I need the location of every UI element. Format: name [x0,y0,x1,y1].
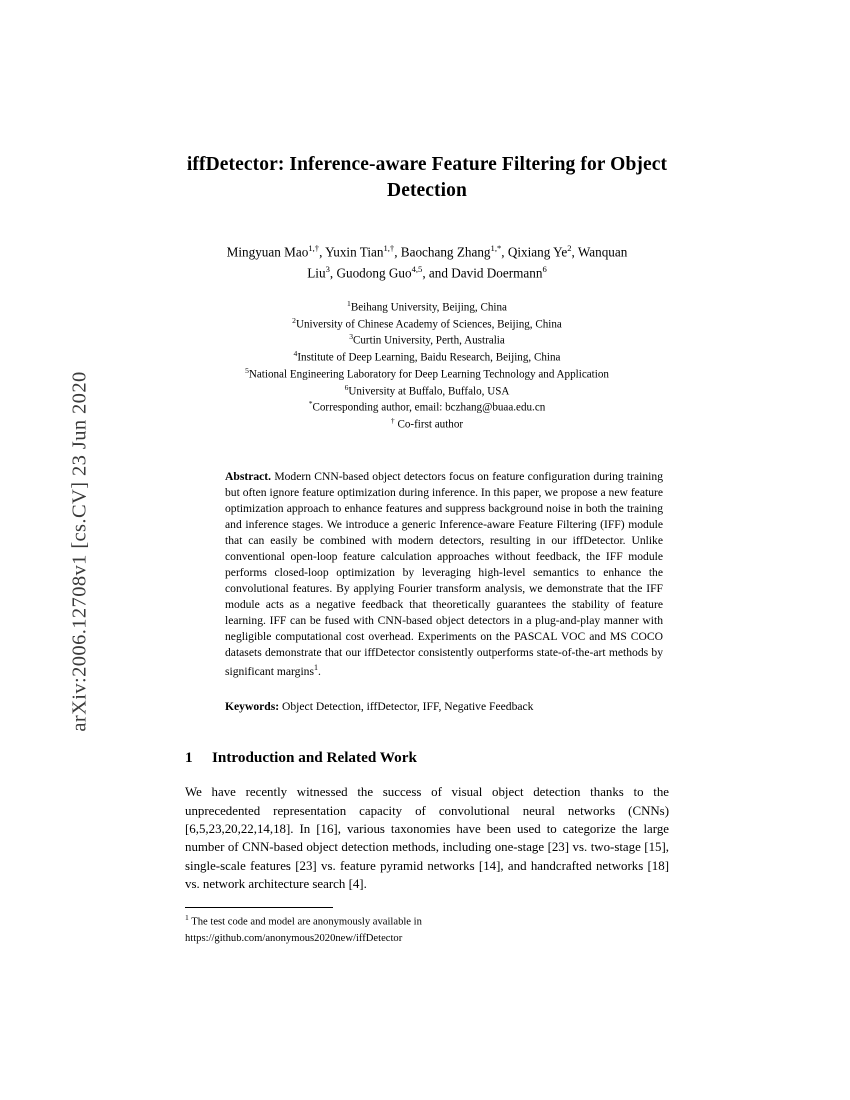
footnote-marker: 1 [185,913,189,923]
affiliation-item: $^3$Curtin University, Perth, Australia [349,332,505,348]
footnote-url[interactable]: https://github.com/anonymous2020new/iffDetector [185,932,403,944]
abstract-footnote-marker: 1 [313,662,318,672]
footnote-text: The test code and model are anonymously available in [191,916,422,928]
body-paragraph: We have recently witnessed the success of visual object detection thanks to the unprecedented representation capacity of convolutional neural networks (CNNs) [6,5,23,20,22,14,18]. In [16], various taxonomies have been used to categorize the large number of CNN-based object detection methods, including one-stage [23] vs. two-stage [15], single-scale features [23] vs. feature pyramid networks [14], and handcrafted networks [18] vs. network architecture search [4]. [185,785,669,892]
author-list: Mingyuan Mao$^{1,\dagger}$, Yuxin Tian$^{1,\dagger}$, Baochang Zhang$^{1,*}$, Qixiang Ye$^2$, Wanquan Liu$^3$, Guodong Guo$^{4,5}$, and David Doermann$^6$ [226,243,628,281]
affiliation-corresponding: *Corresponding author, email: bczhang@buaa.edu.cn [308,399,546,415]
section-title: Introduction and Related Work [212,749,417,767]
affiliation-cofirst: † Co-first author [390,416,464,431]
footnote [185,913,669,946]
affiliation-item: $^6$University at Buffalo, Buffalo, USA [344,382,510,398]
abstract-label: Abstract. [225,469,272,483]
page-title: iffDetector: Inference-aware Feature Filtering for Object Detection [186,154,668,201]
keywords-block [225,699,663,715]
arxiv-stamp [0,0,120,1100]
arxiv-stamp-text: arXiv:2006.12708v1 [cs.CV] 23 Jun 2020 [68,371,91,732]
affiliation-item: $^2$University of Chinese Academy of Sciences, Beijing, China [292,315,562,331]
affiliation-item: $^1$Beihang University, Beijing, China [347,298,507,314]
abstract-tail: . [317,664,321,678]
affiliation-item: $^5$National Engineering Laboratory for Deep Learning Technology and Application [245,365,609,381]
keywords-label: Keywords: [225,700,280,714]
paper-page [185,0,669,1100]
affiliation-list [185,299,669,433]
abstract-text: Modern CNN-based object detectors focus on feature configuration during training but often ignore feature optimization during inference. In this paper, we propose a new feature optimization approach to enhance features and suppress background noise in both the training and inference stages. We introduce a generic Inference-aware Feature Filtering (IFF) module that can easily be combined with modern detectors, resulting in our iffDetector. Unlike conventional open-loop feature calculation approaches without feedback, the IFF module performs closed-loop optimization by leveraging high-level semantics to enhance the convolutional features. By applying Fourier transform analysis, we demonstrate that the IFF module acts as a negative feedback that theoretically guarantees the stability of feature learning. IFF can be fused with CNN-based object detectors in a plug-and-play manner with negligible computational cost overhead. Experiments on the PASCAL VOC and MS COCO datasets demonstrate that our iffDetector consistently outperforms state-of-the-art methods by significant margins [225,469,663,678]
keywords-text: Object Detection, iffDetector, IFF, Negative Feedback [282,700,534,714]
footnote-divider [185,907,333,908]
section-number: 1 [185,749,193,767]
affiliation-item: $^4$Institute of Deep Learning, Baidu Research, Beijing, China [293,349,561,364]
abstract-block [225,469,663,679]
section-heading [185,749,669,767]
